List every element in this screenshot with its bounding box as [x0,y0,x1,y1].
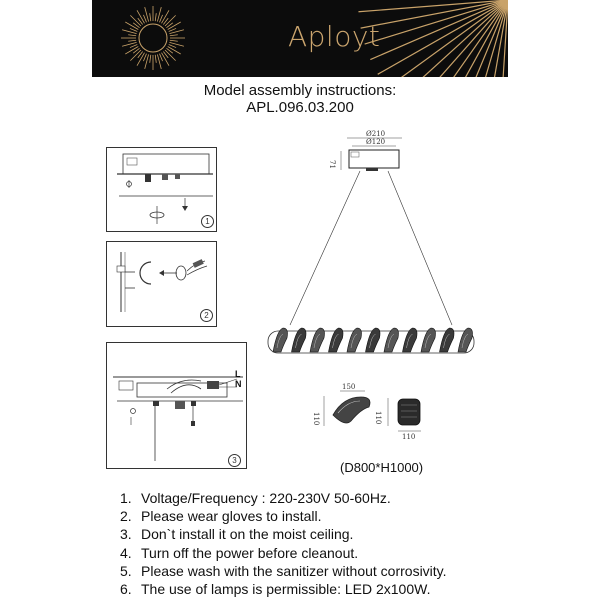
step-number: 1 [201,215,214,228]
step-1-panel [106,147,217,232]
suspension-cable-left [290,171,360,325]
diameter-inner-label: Ø120 [366,138,386,146]
dimensions-caption: (D800*H1000) [340,460,424,475]
step-3-panel [106,342,247,469]
detail-width-label: 150 [342,383,356,391]
detail-side-height-label: 110 [374,411,382,425]
crystal-ring-lamp [268,328,474,353]
crystal-element [329,328,344,352]
crystal-element [310,328,325,352]
crystal-detail-front [398,399,420,425]
instruction-item: 2. Please wear gloves to install. [120,508,322,525]
brand-logo-text: Aployt [288,20,381,53]
instruction-item: 1. Voltage/Frequency : 220-230V 50-60Hz. [120,490,391,506]
crystal-element [458,328,473,352]
brand-banner [92,0,508,77]
instruction-item: 6. The use of lamps is permissible: LED 2x100W. [120,580,431,597]
crystal-element [366,328,381,352]
step-3-diagram [107,343,246,468]
suspension-cable-right [388,171,452,325]
instruction-item: 5. Please wash with the sanitizer without corrosivity. [120,562,447,579]
instructions-list [120,489,447,598]
crystal-element [403,328,418,352]
step-number: 2 [200,309,213,322]
sun-icon [139,24,167,52]
step-number: 3 [228,454,241,467]
page-title: Model assembly instructions: [203,82,397,99]
step-2-panel [106,241,217,327]
crystal-element [384,328,399,352]
diameter-outer-label: Ø210 [366,130,386,138]
instruction-item: 4. Turn off the power before cleanout. [120,544,359,561]
crystal-element [347,328,362,352]
detail-side-width-label: 110 [402,433,416,441]
step-1-diagram [107,148,216,231]
canopy [349,150,399,168]
detail-height-label: 110 [312,412,320,426]
crystal-element [292,328,307,352]
canopy-height-label: 71 [328,160,336,169]
crystal-detail-side [333,397,370,423]
instruction-item: 3. Don`t install it on the moist ceiling. [120,526,354,543]
crystal-element [421,328,436,352]
crystal-element [440,328,455,352]
crystal-element [273,328,288,352]
live-wire-label: L [235,369,241,379]
neutral-wire-label: N [235,379,242,389]
model-number: APL.096.03.200 [246,99,354,116]
